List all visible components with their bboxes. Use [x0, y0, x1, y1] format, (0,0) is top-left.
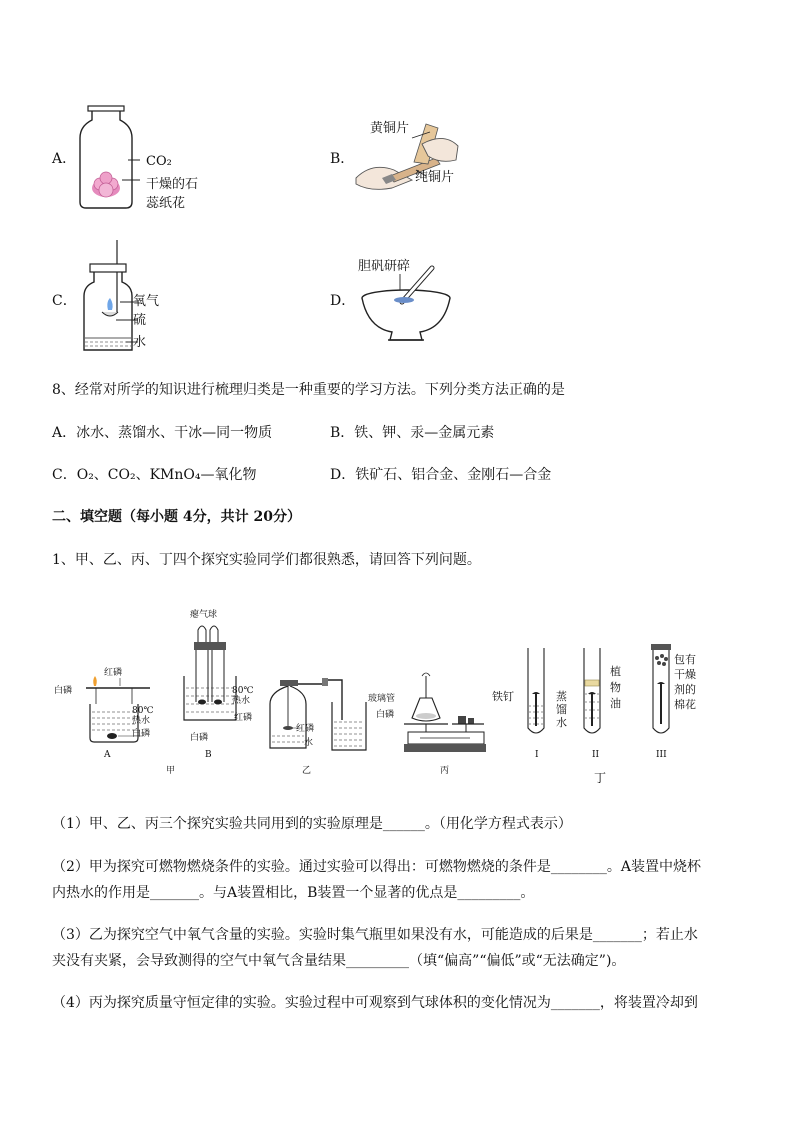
oxygen-label: 氧气: [133, 294, 160, 309]
jia-a-white-p2-label: 白磷: [132, 729, 151, 739]
ding-distilled-char-3: 水: [556, 716, 567, 729]
subq-3-line-1: （3）乙为探究空气中氧气含量的实验。实验时集气瓶里如果没有水，可能造成的后果是_______；若止水: [52, 927, 698, 943]
yi-water-label: 水: [304, 738, 314, 748]
option-d-letter: D．: [330, 293, 356, 309]
ding-label: 丁: [594, 771, 607, 785]
jia-apparatus-b: [180, 618, 236, 728]
ding-tube2-label: II: [592, 750, 600, 760]
ding-distilled-char-1: 蒸: [556, 690, 567, 703]
section-title: 二、填空题（每小题 4分，共计 20分）: [52, 509, 301, 525]
ding-tube3-label: III: [656, 750, 667, 760]
q8-option-a: A．冰水、蒸馏水、干冰—同一物质: [52, 425, 273, 441]
q8-stem: 8、经常对所学的知识进行梳理归类是一种重要的学习方法。下列分类方法正确的是: [52, 382, 565, 398]
bing-white-p-label: 白磷: [376, 710, 395, 720]
co2-label: CO₂: [146, 154, 172, 169]
co2-flower-jar-illustration: [76, 106, 136, 210]
ding-oil-char-1: 植: [610, 665, 621, 678]
water-label: 水: [133, 335, 147, 350]
ding-oil-char-2: 物: [610, 681, 621, 694]
jia-a-hot-water-2: 热水: [132, 716, 151, 726]
jia-a-red-p-label: 红磷: [104, 668, 123, 678]
grind-chalcanthite-label: 胆矾研碎: [358, 259, 411, 274]
subq-4-line-1: （4）丙为探究质量守恒定律的实验。实验过程中可观察到气球体积的变化情况为_______，将装置冷却到: [52, 995, 698, 1011]
bing-balance-apparatus: [404, 676, 486, 756]
dry-litmus-label-1: 干燥的石: [146, 177, 199, 192]
subq-3-line-2: 夹没有夹紧，会导致测得的空气中氧气含量结果_________（填“偏高”“偏低”或“无法确定”)。: [52, 953, 626, 969]
ding-desiccant-line-2: 干燥: [674, 668, 696, 681]
brass-label: 黄铜片: [370, 121, 410, 136]
option-a-letter: A．: [52, 151, 77, 167]
option-b-letter: B．: [330, 151, 355, 167]
ding-nail-label: 铁钉: [492, 690, 514, 703]
jia-b-balloon-label: 瘪气球: [190, 610, 218, 620]
bing-label: 丙: [440, 766, 450, 776]
subq-1: （1）甲、乙、丙三个探究实验共同用到的实验原理是______。（用化学方程式表示）: [52, 816, 572, 832]
jia-a-label: A: [104, 750, 111, 760]
dry-litmus-label-2: 蕊纸花: [146, 196, 186, 211]
ding-desiccant-line-1: 包有: [674, 653, 696, 666]
ding-desiccant-line-4: 棉花: [674, 698, 696, 711]
ding-desiccant-label: [674, 652, 696, 712]
ding-distilled-char-2: 馏: [556, 703, 567, 716]
ding-test-tube-2: [580, 648, 604, 738]
jia-b-label: B: [205, 750, 212, 760]
jia-a-white-p-label: 白磷: [54, 686, 73, 696]
ding-desiccant-line-3: 剂的: [674, 683, 696, 696]
subq-2-line-1: （2）甲为探究可燃物燃烧条件的实验。通过实验可以得出：可燃物燃烧的条件是________。A装置中烧杯: [52, 859, 702, 875]
ding-oil-label: [610, 664, 621, 712]
jia-b-hot-water-1: 80℃: [232, 686, 254, 696]
jia-b-red-p-label: 红磷: [234, 713, 253, 723]
jia-b-white-p-label: 白磷: [190, 733, 209, 743]
ding-test-tube-3: [648, 644, 674, 738]
sulfur-label: 硫: [133, 313, 147, 328]
jia-b-hot-water-2: 热水: [232, 696, 251, 706]
ding-oil-char-3: 油: [610, 697, 621, 710]
yi-apparatus: [262, 678, 366, 758]
yi-label: 乙: [302, 766, 312, 776]
bing-glass-tube-label: 玻璃管: [368, 694, 396, 704]
q8-option-d: D．铁矿石、铝合金、金刚石—合金: [330, 467, 552, 483]
option-c-letter: C．: [52, 293, 77, 309]
jia-label: 甲: [166, 766, 176, 776]
ding-tube1-label: I: [535, 750, 539, 760]
pure-copper-label: 纯铜片: [415, 170, 455, 185]
sulfur-oxygen-bottle-illustration: [80, 240, 140, 354]
subq-2-line-2: 内热水的作用是_______。与A装置相比，B装置一个显著的优点是_________。: [52, 885, 535, 901]
q8-option-c: C．O₂、CO₂、KMnO₄—氧化物: [52, 467, 257, 483]
ding-test-tube-1: [524, 648, 548, 738]
q1-stem: 1、甲、乙、丙、丁四个探究实验同学们都很熟悉，请回答下列问题。: [52, 552, 481, 568]
ding-distilled-label: [556, 690, 567, 729]
yi-red-p-label: 红磷: [296, 724, 315, 734]
jia-a-hot-water-1: 80℃: [132, 706, 154, 716]
q8-option-b: B．铁、钾、汞—金属元素: [330, 425, 495, 441]
mortar-pestle-illustration: [358, 259, 456, 346]
